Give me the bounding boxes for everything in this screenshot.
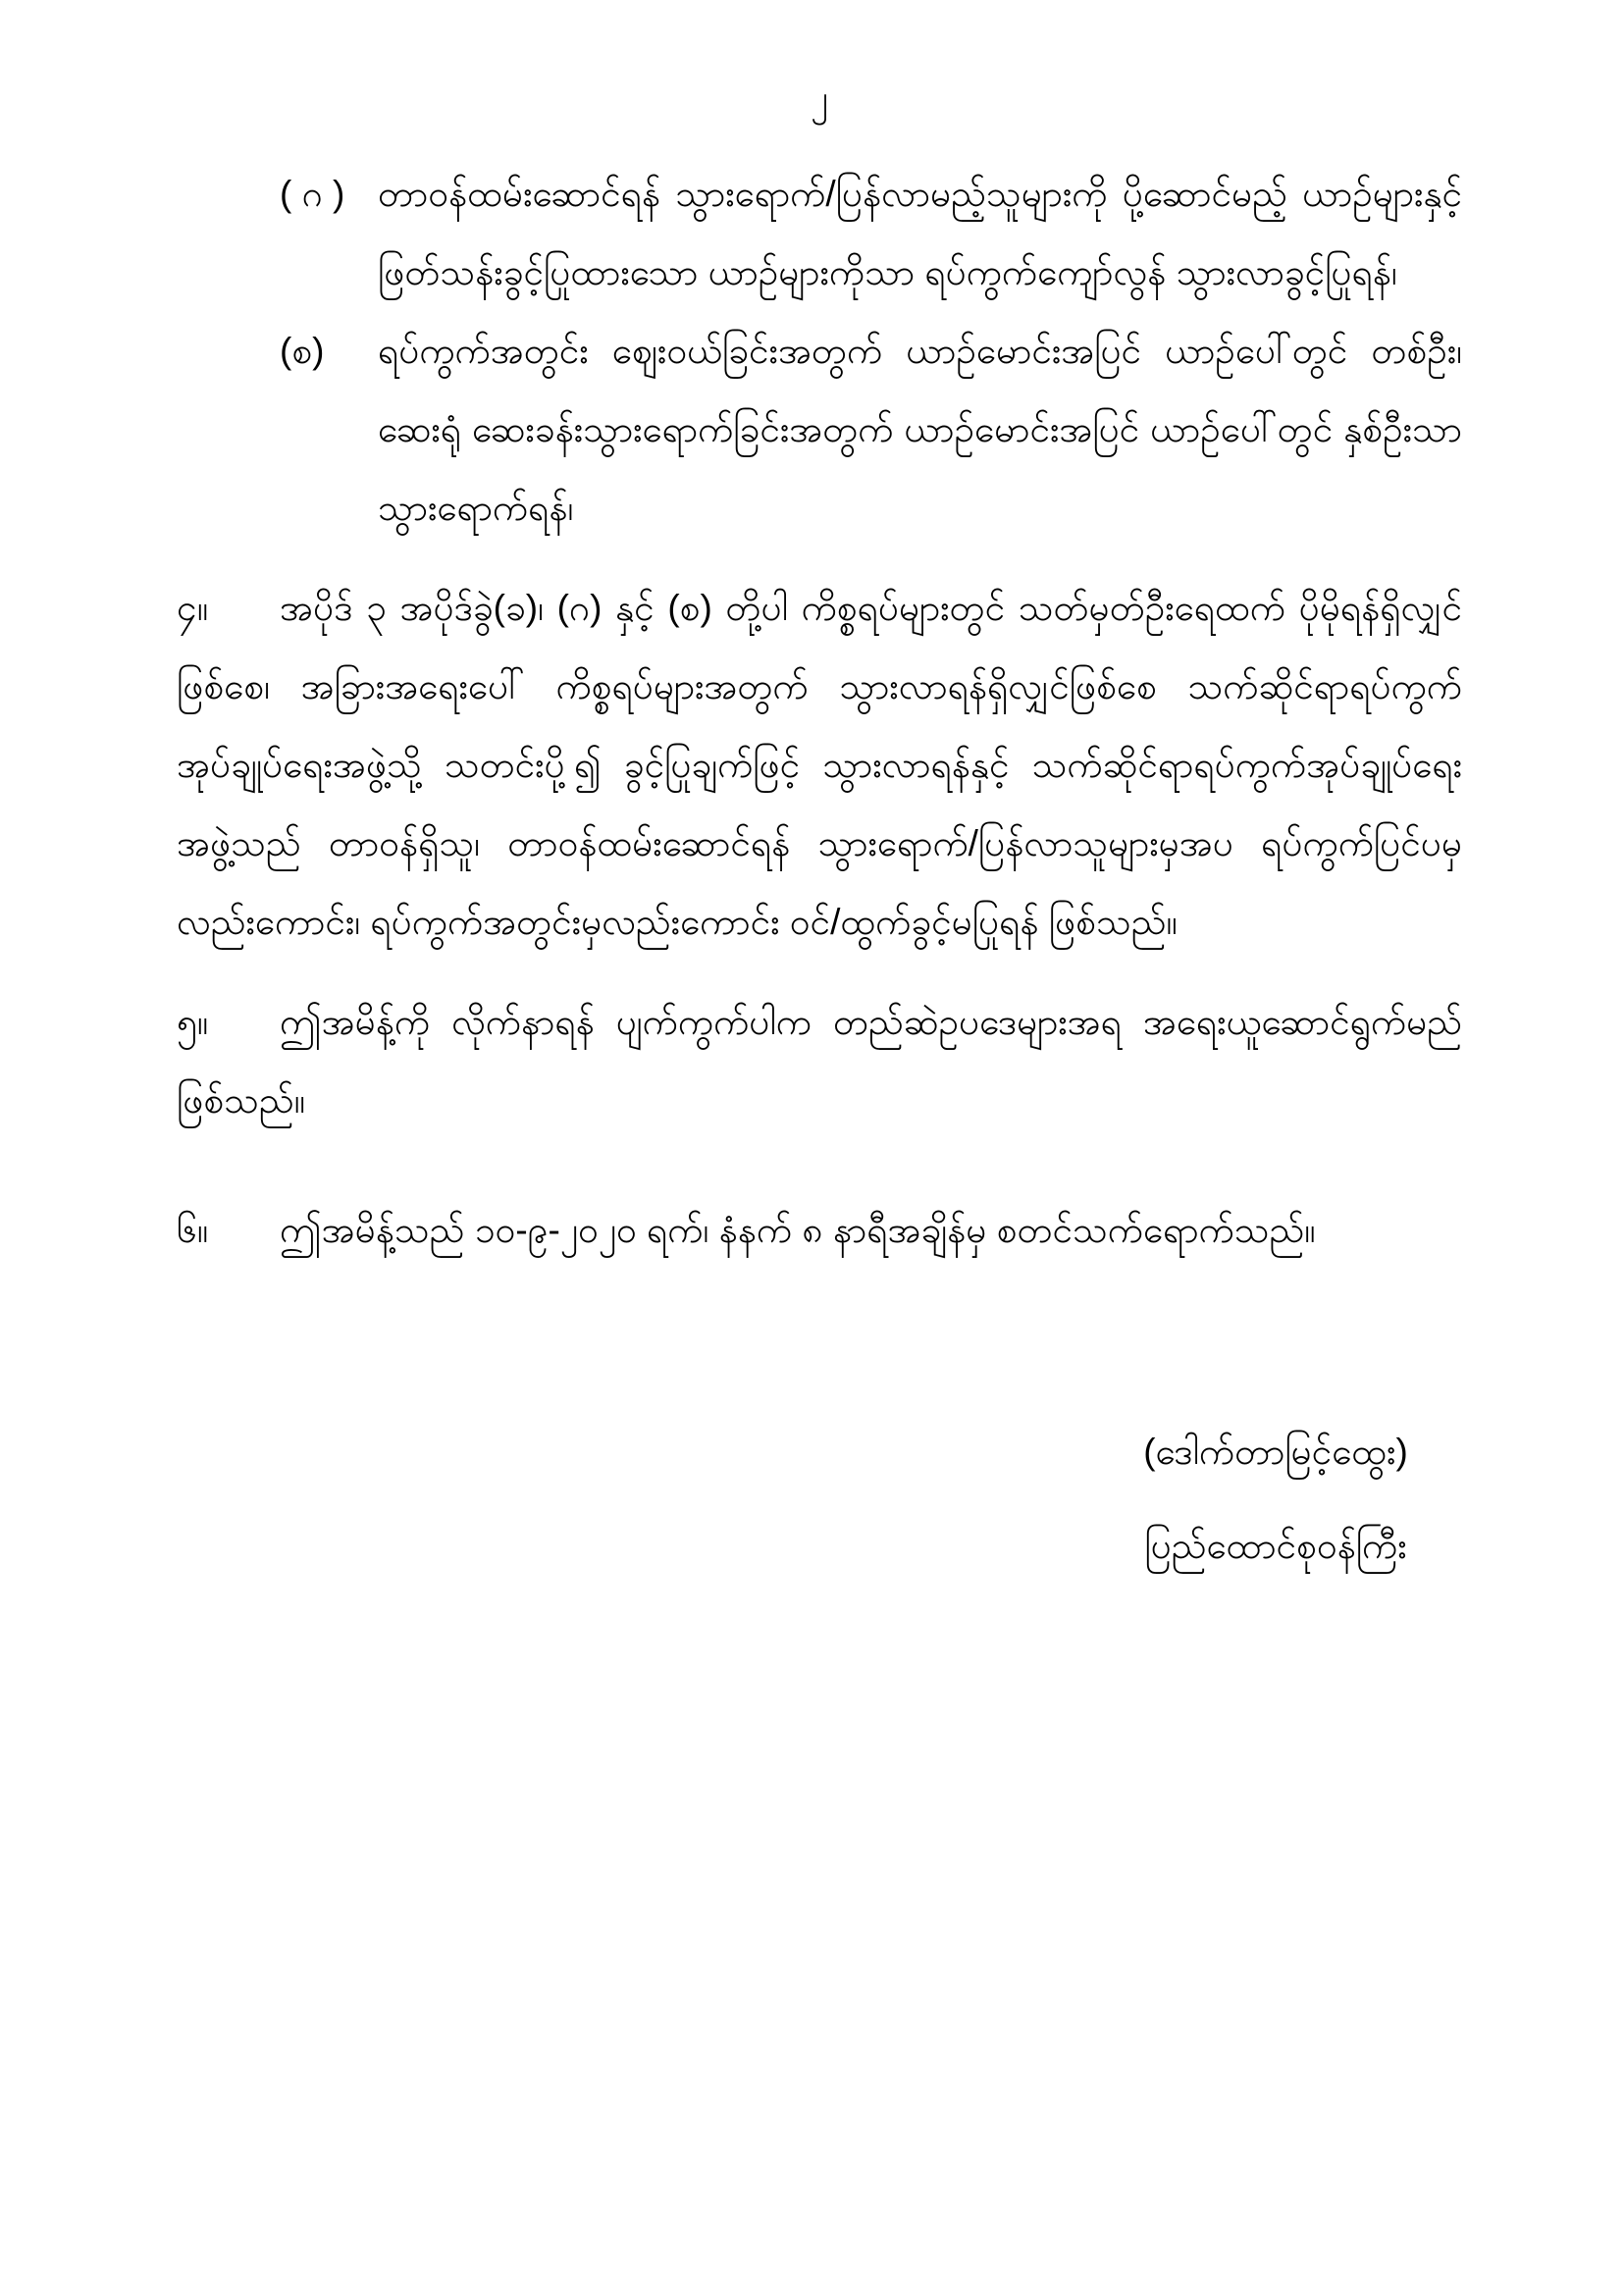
signatory-name: (ဒေါက်တာမြင့်ထွေး) [1143,1432,1408,1472]
paragraph-4-text: အပိုဒ် ၃ အပိုဒ်ခွဲ(ခ)၊ (ဂ) နှင့် (စ) တို့ပါ ကိစ္စရပ်များတွင် သတ်မှတ်ဦးရေထက် ပိုမိုရန်ရှိလျှင် ဖြစ်စေ၊ အခြားအရေးပေါ် ကိစ္စရပ်များအတွက် သွားလာရန်ရှိလျှင်ဖြစ်စေ သက်ဆိုင်ရာရပ်ကွက် အုပ်ချုပ်ရေးအဖွဲ့သို့ သတင်းပို့၍ ခွင့်ပြုချက်ဖြင့် သွားလာရန်နှင့် သက်ဆိုင်ရာရပ်ကွက်အုပ်ချုပ်ရေး အဖွဲ့သည် တာဝန်ရှိသူ၊ တာဝန်ထမ်းဆောင်ရန် သွားရောက်/ပြန်လာသူများမှအပ ရပ်ကွက်ပြင်ပမှ လည်းကောင်း၊ ရပ်ကွက်အတွင်းမှလည်းကောင်း ဝင်/ထွက်ခွင့်မပြုရန် ဖြစ်သည်။ [177,588,1462,942]
paragraph-5-number: ၅။ [177,1002,209,1042]
list-item-ga-label: ( ဂ ) [280,174,345,214]
page-number: ၂ [811,78,828,118]
paragraph-6-text: ဤအမိန့်သည် ၁၀-၉-၂၀၂၀ ရက်၊ နံနက် ၈ နာရီအချိန်မှ စတင်သက်ရောက်သည်။ [280,1210,1316,1250]
paragraph-4-number: ၄။ [177,588,209,628]
list-item-ga [177,155,1462,312]
signature-block [1030,1405,1521,1593]
signatory-title: ပြည်ထောင်စုဝန်ကြီး [1144,1526,1407,1566]
paragraph-5 [177,983,1462,1140]
paragraph-6 [177,1191,1462,1270]
list-item-sa [177,312,1462,547]
paragraph-5-text: ဤအမိန့်ကို လိုက်နာရန် ပျက်ကွက်ပါက တည်ဆဲဥပဒေများအရ အရေးယူဆောင်ရွက်မည် ဖြစ်သည်။ [177,1002,1462,1121]
list-item-sa-text: ရပ်ကွက်အတွင်း ဈေးဝယ်ခြင်းအတွက် ယာဉ်မောင်းအပြင် ယာဉ်ပေါ်တွင် တစ်ဦး၊ ဆေးရုံ ဆေးခန်းသွားရောက်ခြင်းအတွက် ယာဉ်မောင်းအပြင် ယာဉ်ပေါ်တွင် နှစ်ဦးသာ သွားရောက်ရန်၊ [378,331,1462,528]
list-item-ga-text: တာဝန်ထမ်းဆောင်ရန် သွားရောက်/ပြန်လာမည့်သူများကို ပို့ဆောင်မည့် ယာဉ်များနှင့် ဖြတ်သန်းခွင့်ပြုထားသော ယာဉ်များကိုသာ ရပ်ကွက်ကျော်လွန် သွားလာခွင့်ပြုရန်၊ [378,174,1462,292]
list-item-sa-label: (စ) [280,331,325,371]
paragraph-4 [177,569,1462,962]
paragraph-6-number: ၆။ [177,1210,209,1250]
